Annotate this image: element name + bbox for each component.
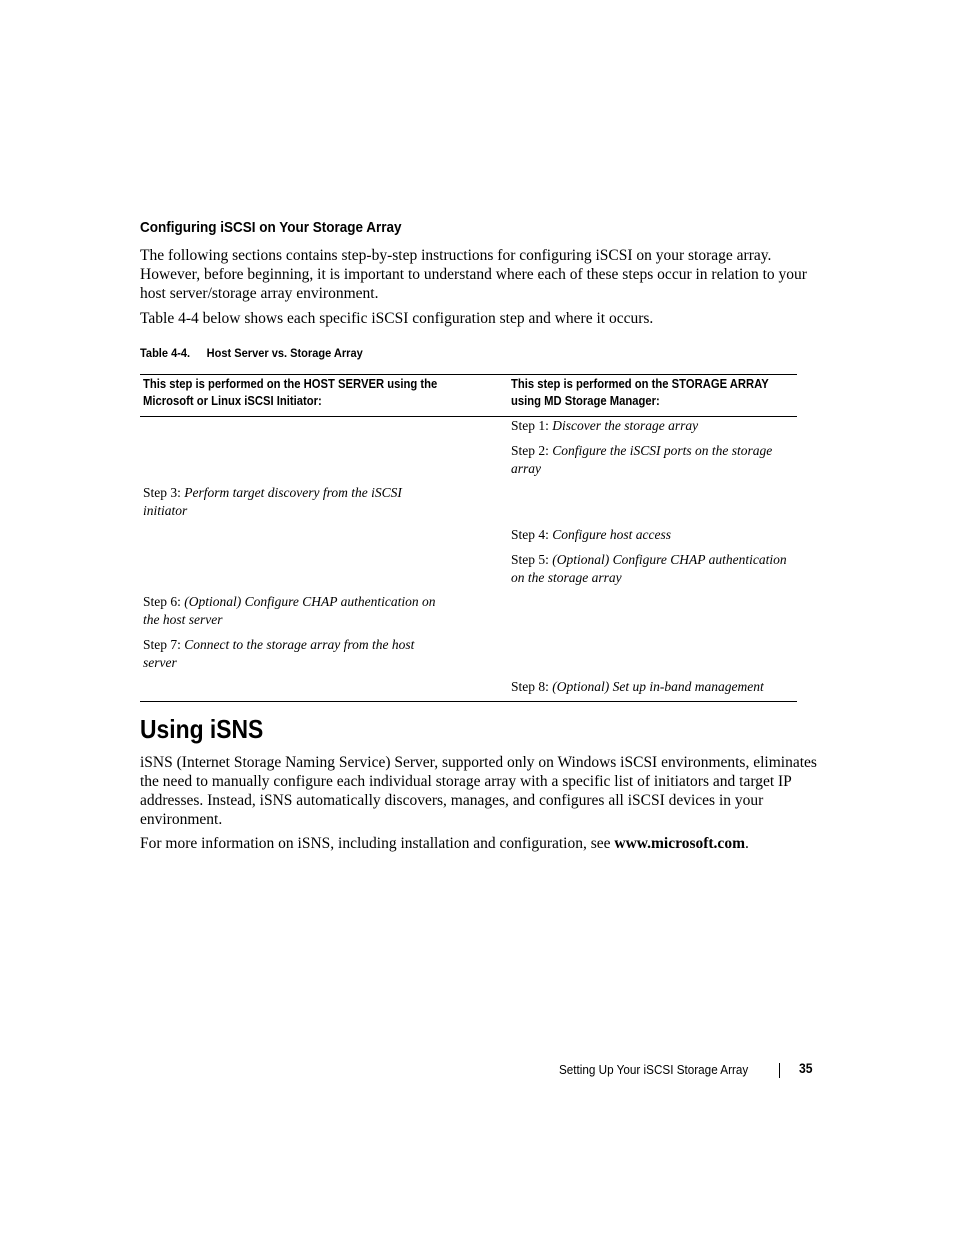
step-text: (Optional) Configure CHAP authentication on the host server (143, 594, 436, 627)
step-label: Step 7: (143, 637, 181, 652)
table-top-rule (140, 374, 797, 375)
microsoft-link[interactable]: www.microsoft.com (614, 835, 745, 852)
step-label: Step 2: (511, 443, 549, 458)
footer-chapter-title: Setting Up Your iSCSI Storage Array (559, 1062, 749, 1077)
isns-paragraph: iSNS (Internet Storage Naming Service) Server, supported only on Windows iSCSI environments, eliminates the need to manually configure each individual storage array with a specific list of initiators and target IP addresses. Instead, iSNS automatically discovers, manages, and configures all iSCSI devices in your environment. (140, 754, 817, 828)
table-reference-paragraph: Table 4-4 below shows each specific iSCSI configuration step and where it occurs. (140, 310, 654, 327)
step-label: Step 3: (143, 485, 181, 500)
step-label: Step 4: (511, 527, 549, 542)
table-caption (140, 346, 363, 360)
step-text: Perform target discovery from the iSCSI initiator (143, 485, 402, 518)
column-header-host-server: This step is performed on the HOST SERVER using the Microsoft or Linux iSCSI Initiator: (143, 377, 438, 408)
page-number: 35 (799, 1061, 813, 1076)
table-step-6 (143, 593, 443, 629)
step-text: Connect to the storage array from the host server (143, 637, 415, 670)
step-label: Step 1: (511, 418, 549, 433)
intro-paragraph: The following sections contains step-by-step instructions for configuring iSCSI on your storage array. However, before beginning, it is important to understand where each of these steps occur in relation to your host server/storage array environment. (140, 247, 807, 302)
table-caption-number: Table 4-4. (140, 346, 191, 360)
step-label: Step 6: (143, 594, 181, 609)
more-info-period: . (744, 835, 749, 852)
step-label: Step 8: (511, 679, 549, 694)
isns-heading: Using iSNS (140, 714, 264, 744)
table-step-5 (511, 551, 801, 587)
table-caption-title: Host Server vs. Storage Array (206, 346, 363, 360)
table-bottom-rule (140, 701, 797, 702)
table-step-1 (511, 417, 801, 435)
table-step-7 (143, 636, 443, 672)
table-step-3 (143, 484, 443, 520)
table-step-2 (511, 442, 801, 478)
step-text: (Optional) Configure CHAP authentication on the storage array (511, 552, 787, 585)
step-text: Configure the iSCSI ports on the storage array (511, 443, 773, 476)
step-text: Configure host access (552, 527, 672, 542)
table-step-8 (511, 678, 806, 696)
more-info-text: For more information on iSNS, including installation and configuration, see (140, 835, 615, 852)
column-header-storage-array: This step is performed on the STORAGE ARRAY using MD Storage Manager: (511, 377, 769, 408)
table-step-4 (511, 526, 801, 544)
step-text: Discover the storage array (552, 418, 699, 433)
step-label: Step 5: (511, 552, 549, 567)
footer-separator (779, 1063, 780, 1078)
more-info-paragraph (140, 834, 820, 853)
step-text: (Optional) Set up in-band management (552, 679, 764, 694)
section-heading: Configuring iSCSI on Your Storage Array (140, 219, 402, 236)
